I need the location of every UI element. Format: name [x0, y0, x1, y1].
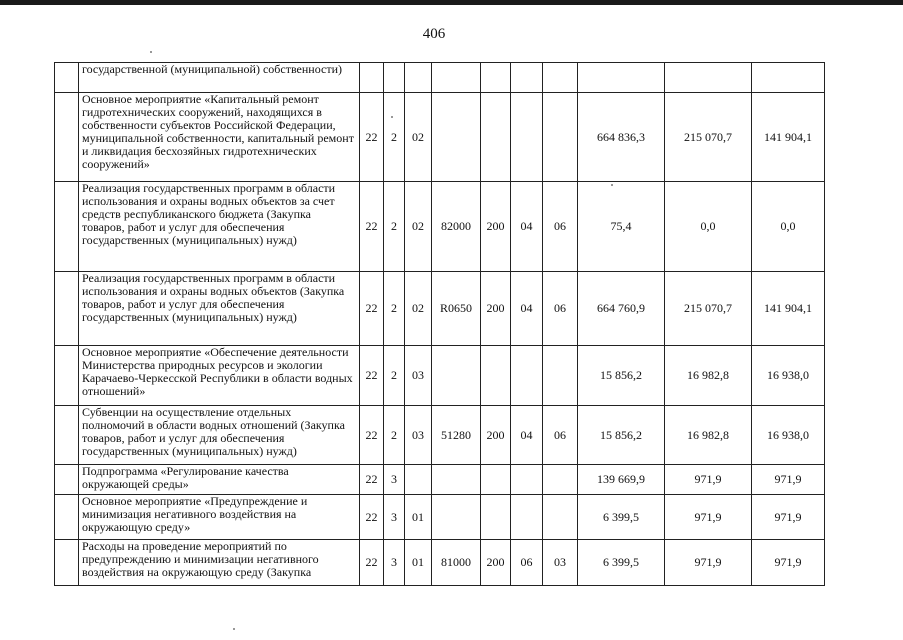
row-index-cell — [55, 272, 79, 346]
section-code: 04 — [511, 272, 543, 346]
table-row — [55, 465, 825, 495]
amount-year-2: 215 070,7 — [665, 272, 752, 346]
amount-year-3 — [752, 63, 825, 93]
code-col-1: 22 — [360, 272, 384, 346]
code-col-1: 22 — [360, 406, 384, 465]
amount-year-3: 16 938,0 — [752, 346, 825, 406]
expense-type-code — [481, 346, 511, 406]
code-col-2: 2 — [384, 406, 405, 465]
code-col-2: 3 — [384, 540, 405, 586]
subsection-code — [543, 93, 578, 182]
amount-year-3: 971,9 — [752, 540, 825, 586]
amount-year-1 — [578, 63, 665, 93]
expense-type-code: 200 — [481, 406, 511, 465]
section-code: 06 — [511, 540, 543, 586]
amount-year-1: 664 836,3 — [578, 93, 665, 182]
row-description: Основное мероприятие «Капитальный ремонт гидротехнических сооружений, находящихся в собственности субъектов Российской Федерации, муниципальной собственности, капитальный ремонт и ликвидация бесхозяйных гидротехнических сооружений» — [79, 93, 360, 182]
amount-year-3: 971,9 — [752, 495, 825, 540]
section-code: 04 — [511, 182, 543, 272]
amount-year-3: 141 904,1 — [752, 272, 825, 346]
table-row — [55, 495, 825, 540]
amount-year-1: 664 760,9 — [578, 272, 665, 346]
code-col-2: 3 — [384, 495, 405, 540]
code-col-1 — [360, 63, 384, 93]
row-description: Субвенции на осуществление отдельных полномочий в области водных отношений (Закупка товаров, работ и услуг для обеспечения государственных (муниципальных) нужд) — [79, 406, 360, 465]
code-col-3 — [405, 465, 432, 495]
amount-year-1: 139 669,9 — [578, 465, 665, 495]
scan-speck — [611, 184, 613, 186]
row-index-cell — [55, 346, 79, 406]
amount-year-3: 0,0 — [752, 182, 825, 272]
code-col-2: 2 — [384, 346, 405, 406]
row-description: Подпрограмма «Регулирование качества окружающей среды» — [79, 465, 360, 495]
amount-year-2 — [665, 63, 752, 93]
code-col-1: 22 — [360, 540, 384, 586]
subsection-code: 03 — [543, 540, 578, 586]
amount-year-2: 971,9 — [665, 540, 752, 586]
code-col-3 — [405, 63, 432, 93]
table-row — [55, 93, 825, 182]
scan-top-edge — [0, 0, 903, 5]
row-index-cell — [55, 63, 79, 93]
scan-speck — [233, 628, 235, 630]
amount-year-1: 15 856,2 — [578, 406, 665, 465]
amount-year-1: 15 856,2 — [578, 346, 665, 406]
table-row — [55, 272, 825, 346]
amount-year-2: 971,9 — [665, 495, 752, 540]
row-description: государственной (муниципальной) собственности) — [79, 63, 360, 93]
expense-type-code — [481, 495, 511, 540]
code-col-3: 02 — [405, 272, 432, 346]
amount-year-2: 0,0 — [665, 182, 752, 272]
code-col-2 — [384, 63, 405, 93]
code-col-3: 01 — [405, 495, 432, 540]
subsection-code: 06 — [543, 182, 578, 272]
code-col-2: 2 — [384, 272, 405, 346]
row-description: Реализация государственных программ в области использования и охраны водных объектов за счет средств республиканского бюджета (Закупка товаров, работ и услуг для обеспечения государственных (муниципальных) нужд) — [79, 182, 360, 272]
amount-year-1: 6 399,5 — [578, 495, 665, 540]
row-index-cell — [55, 182, 79, 272]
table-row — [55, 540, 825, 586]
code-col-3: 03 — [405, 406, 432, 465]
target-article-code: 51280 — [432, 406, 481, 465]
code-col-2: 2 — [384, 93, 405, 182]
section-code — [511, 495, 543, 540]
expense-type-code: 200 — [481, 182, 511, 272]
code-col-2: 2 — [384, 182, 405, 272]
code-col-1: 22 — [360, 93, 384, 182]
expense-type-code: 200 — [481, 540, 511, 586]
expense-type-code: 200 — [481, 272, 511, 346]
subsection-code: 06 — [543, 272, 578, 346]
amount-year-3: 971,9 — [752, 465, 825, 495]
row-index-cell — [55, 93, 79, 182]
section-code: 04 — [511, 406, 543, 465]
target-article-code: 82000 — [432, 182, 481, 272]
expense-type-code — [481, 93, 511, 182]
table-row — [55, 346, 825, 406]
scan-speck — [150, 51, 152, 53]
table-row — [55, 182, 825, 272]
budget-table — [54, 62, 825, 586]
code-col-3: 01 — [405, 540, 432, 586]
subsection-code — [543, 346, 578, 406]
target-article-code — [432, 346, 481, 406]
code-col-3: 02 — [405, 93, 432, 182]
section-code — [511, 346, 543, 406]
table-row — [55, 63, 825, 93]
amount-year-1: 75,4 — [578, 182, 665, 272]
page-number: 406 — [422, 26, 446, 42]
row-index-cell — [55, 495, 79, 540]
amount-year-3: 141 904,1 — [752, 93, 825, 182]
code-col-1: 22 — [360, 465, 384, 495]
table-body — [55, 63, 825, 586]
row-description: Реализация государственных программ в области использования и охраны водных объектов (Закупка товаров, работ и услуг для обеспечения государственных (муниципальных) нужд) — [79, 272, 360, 346]
table-row — [55, 406, 825, 465]
target-article-code — [432, 465, 481, 495]
subsection-code: 06 — [543, 406, 578, 465]
subsection-code — [543, 495, 578, 540]
row-index-cell — [55, 406, 79, 465]
scan-speck — [391, 116, 393, 118]
section-code — [511, 63, 543, 93]
expense-type-code — [481, 465, 511, 495]
target-article-code — [432, 93, 481, 182]
amount-year-3: 16 938,0 — [752, 406, 825, 465]
row-description: Основное мероприятие «Предупреждение и минимизация негативного воздействия на окружающую среду» — [79, 495, 360, 540]
subsection-code — [543, 63, 578, 93]
code-col-3: 02 — [405, 182, 432, 272]
code-col-1: 22 — [360, 182, 384, 272]
section-code — [511, 93, 543, 182]
code-col-1: 22 — [360, 346, 384, 406]
amount-year-2: 16 982,8 — [665, 346, 752, 406]
target-article-code: 81000 — [432, 540, 481, 586]
code-col-3: 03 — [405, 346, 432, 406]
expense-type-code — [481, 63, 511, 93]
code-col-2: 3 — [384, 465, 405, 495]
target-article-code — [432, 63, 481, 93]
target-article-code — [432, 495, 481, 540]
row-index-cell — [55, 540, 79, 586]
code-col-1: 22 — [360, 495, 384, 540]
section-code — [511, 465, 543, 495]
amount-year-2: 215 070,7 — [665, 93, 752, 182]
amount-year-2: 16 982,8 — [665, 406, 752, 465]
amount-year-1: 6 399,5 — [578, 540, 665, 586]
amount-year-2: 971,9 — [665, 465, 752, 495]
subsection-code — [543, 465, 578, 495]
row-description: Основное мероприятие «Обеспечение деятельности Министерства природных ресурсов и экологии Карачаево-Черкесской Республики в области водных отношений» — [79, 346, 360, 406]
row-index-cell — [55, 465, 79, 495]
target-article-code: R0650 — [432, 272, 481, 346]
row-description: Расходы на проведение мероприятий по предупреждению и минимизации негативного воздействия на окружающую среду (Закупка — [79, 540, 360, 586]
